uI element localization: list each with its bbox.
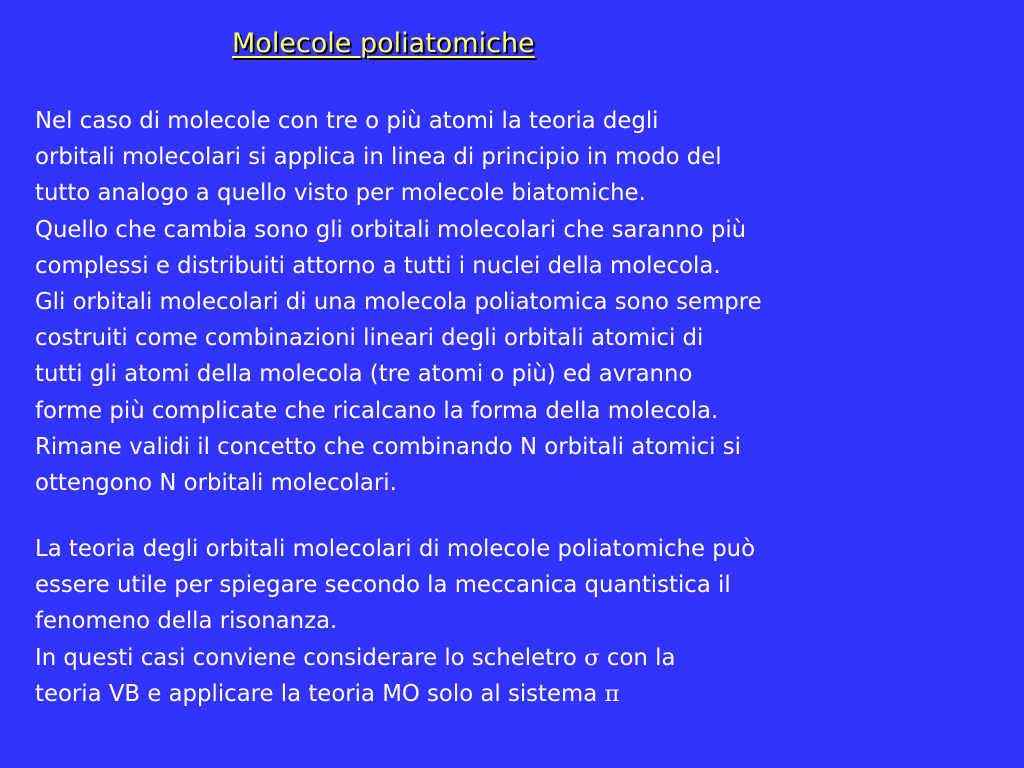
text-line: essere utile per spiegare secondo la meccanica quantistica il [35, 572, 731, 599]
text-line: Gli orbitali molecolari di una molecola poliatomica sono sempre [35, 289, 762, 316]
slide-title: Molecole poliatomiche [232, 28, 535, 59]
text-line: Quello che cambia sono gli orbitali molecolari che saranno più [35, 216, 747, 243]
paragraph-resonance [35, 531, 1000, 712]
text-line: complessi e distribuiti attorno a tutti i nuclei della molecola. [35, 252, 721, 279]
text-line: Nel caso di molecole con tre o più atomi la teoria degli [35, 108, 659, 134]
sigma-symbol: σ [584, 644, 600, 671]
text-line: La teoria degli orbitali molecolari di molecole poliatomiche può [35, 536, 756, 562]
text-line: ottengono N orbitali molecolari. [35, 470, 397, 497]
paragraph-molecular-orbitals [35, 103, 1000, 501]
text-segment: teoria VB e applicare la teoria MO solo al sistema [35, 680, 605, 707]
text-line: tutti gli atomi della molecola (tre atomi o più) ed avranno [35, 361, 693, 388]
text-line: fenomeno della risonanza. [35, 608, 338, 635]
text-line: Rimane validi il concetto che combinando N orbitali atomici si [35, 433, 741, 460]
text-line: costruiti come combinazioni lineari degli orbitali atomici di [35, 325, 704, 352]
text-segment: con la [599, 644, 676, 671]
pi-symbol: π [604, 680, 620, 707]
text-line: orbitali molecolari si applica in linea di principio in modo del [35, 144, 722, 171]
text-line-with-pi [35, 676, 1000, 712]
text-line-with-sigma [35, 640, 1000, 676]
text-line: tutto analogo a quello visto per molecole biatomiche. [35, 180, 646, 207]
text-line: forme più complicate che ricalcano la forma della molecola. [35, 397, 719, 424]
text-segment: In questi casi conviene considerare lo scheletro [35, 644, 585, 671]
